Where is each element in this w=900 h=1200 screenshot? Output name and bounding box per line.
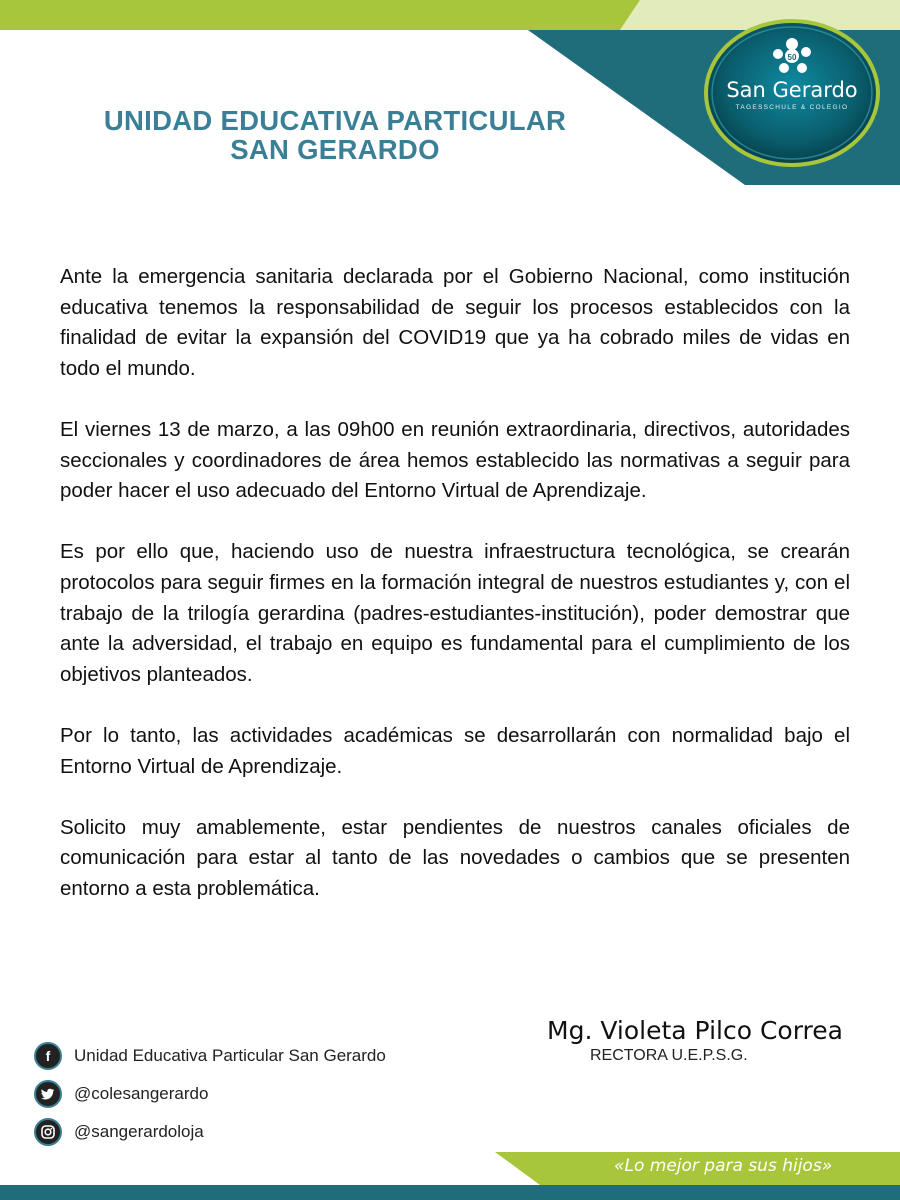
twitter-icon [34,1080,62,1108]
footer-tagline: «Lo mejor para sus hijos» [614,1156,833,1176]
social-instagram[interactable] [34,1113,386,1151]
signatory-name: Mg. Violeta Pilco Correa [547,1016,843,1045]
paragraph: El viernes 13 de marzo, a las 09h00 en reunión extraordinaria, directivos, autoridades seccionales y coordinadores de área hemos establecido las normativas a seguir para poder hacer el uso adecuado del Entorno Virtual de Aprendizaje. [60,417,850,503]
paragraph: Es por ello que, haciendo uso de nuestra infraestructura tecnológica, se crearán protocolos para seguir firmes en la formación integral de nuestros estudiantes y, con el trabajo de la trilogía gerardina (padres-estudiantes-institución), poder demostrar que ante la adversidad, el trabajo en equipo es fundamental para el cumplimiento de los objetivos planteados. [60,540,850,686]
instagram-icon [34,1118,62,1146]
twitter-label: @colesangerardo [74,1084,209,1103]
title-line-1: UNIDAD EDUCATIVA PARTICULAR [103,105,567,136]
social-facebook[interactable] [34,1037,386,1075]
logo-subtitle: TAGESSCHULE & COLEGIO [735,104,849,111]
facebook-icon: f [34,1042,62,1070]
facebook-label: Unidad Educativa Particular San Gerardo [74,1046,386,1065]
social-twitter[interactable] [34,1075,386,1113]
signatory-role: RECTORA U.E.P.S.G. [590,1047,748,1064]
page-title [40,106,630,164]
letter-body [60,262,850,935]
instagram-label: @sangerardoloja [74,1122,204,1141]
signature-block [520,1016,870,1065]
social-links [34,1037,386,1151]
logo-name: San Gerardo [726,78,858,102]
title-line-2: SAN GERARDO [230,134,440,165]
paragraph: Solicito muy amablemente, estar pendientes de nuestros canales oficiales de comunicación para estar al tanto de las novedades o cambios que se presenten entorno a esta problemática. [60,815,850,900]
paragraph: Por lo tanto, las actividades académicas se desarrollarán con normalidad bajo el Entorno Virtual de Aprendizaje. [60,723,850,778]
paragraph: Ante la emergencia sanitaria declarada por el Gobierno Nacional, como institución educativa tenemos la responsabilidad de seguir los procesos establecidos con la finalidad de evitar la expansión del COVID19 que ya ha cobrado miles de vidas en todo el mundo. [60,265,850,380]
logo-badge: 50 [787,53,797,62]
school-logo [701,18,883,168]
